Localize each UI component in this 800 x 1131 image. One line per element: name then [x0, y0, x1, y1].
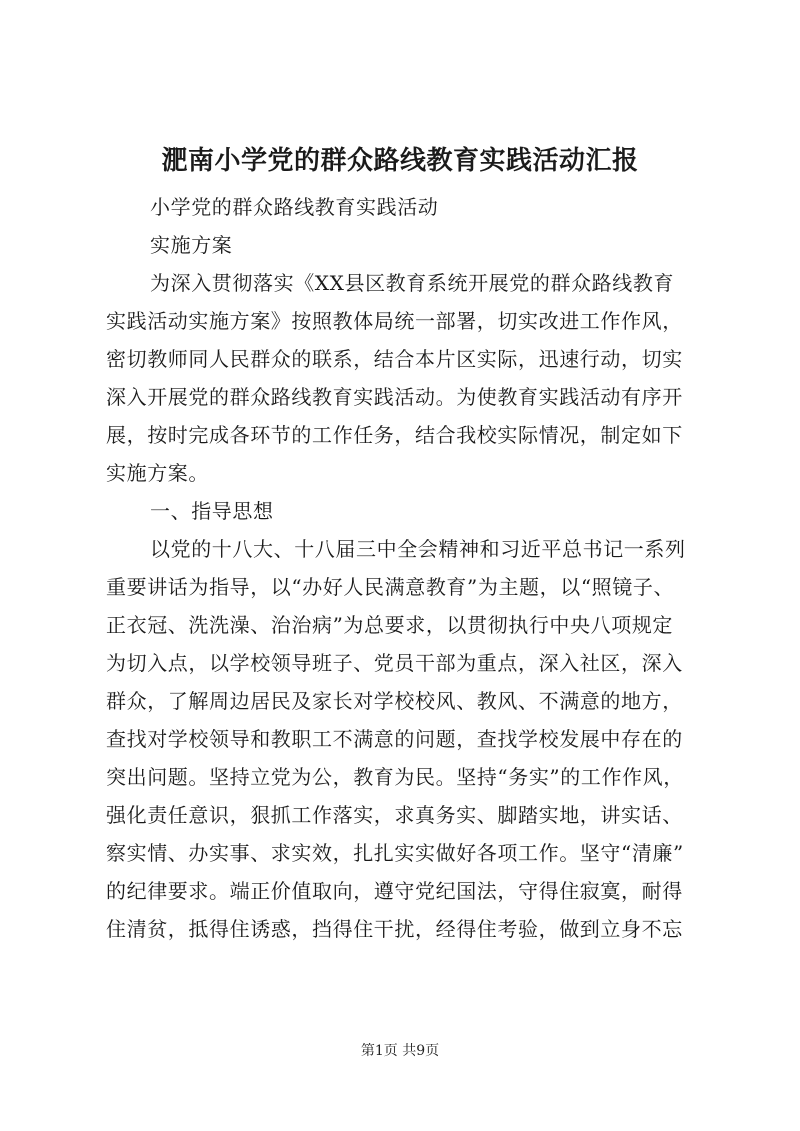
paragraph-line: 强化责任意识，狠抓工作落实，求真务实、脚踏实地，讲实话、 — [106, 803, 683, 827]
section-heading: 一、指导思想 — [150, 499, 274, 523]
paragraph-line: 实施方案 — [150, 233, 233, 257]
paragraph-line: 密切教师同人民群众的联系，结合本片区实际，迅速行动，切实 — [106, 347, 683, 371]
paragraph-line: 为切入点，以学校领导班子、党员干部为重点，深入社区，深入 — [106, 651, 683, 675]
paragraph-line: 实施方案。 — [106, 461, 209, 485]
paragraph-line: 群众，了解周边居民及家长对学校校风、教风、不满意的地方， — [106, 689, 683, 713]
paragraph-line: 为深入贯彻落实《XX县区教育系统开展党的群众路线教育 — [150, 271, 675, 295]
paragraph-line: 住清贫，抵得住诱惑，挡得住干扰，经得住考验，做到立身不忘 — [106, 917, 683, 941]
paragraph-line: 的纪律要求。端正价值取向，遵守党纪国法，守得住寂寞，耐得 — [106, 879, 683, 903]
page-number-footer: 第1页 共9页 — [360, 1043, 440, 1059]
paragraph-line: 以党的十八大、十八届三中全会精神和习近平总书记一系列 — [150, 537, 686, 561]
paragraph-line: 深入开展党的群众路线教育实践活动。为使教育实践活动有序开 — [106, 385, 683, 409]
paragraph-line: 重要讲话为指导，以“办好人民满意教育”为主题，以“照镜子、 — [106, 575, 675, 599]
paragraph-line: 小学党的群众路线教育实践活动 — [150, 195, 439, 219]
paragraph-line: 实践活动实施方案》按照教体局统一部署，切实改进工作作风， — [106, 309, 683, 333]
paragraph-line: 展，按时完成各环节的工作任务，结合我校实际情况，制定如下 — [106, 423, 683, 447]
document-title: 淝南小学党的群众路线教育实践活动汇报 — [161, 146, 639, 176]
paragraph-line: 突出问题。坚持立党为公，教育为民。坚持“务实”的工作作风， — [106, 765, 684, 789]
paragraph-line: 正衣冠、洗洗澡、治治病”为总要求，以贯彻执行中央八项规定 — [106, 613, 674, 637]
document-body — [106, 188, 702, 948]
paragraph-line: 察实情、办实事、求实效，扎扎实实做好各项工作。坚守“清廉” — [106, 841, 684, 865]
paragraph-line: 查找对学校领导和教职工不满意的问题，查找学校发展中存在的 — [106, 727, 683, 751]
